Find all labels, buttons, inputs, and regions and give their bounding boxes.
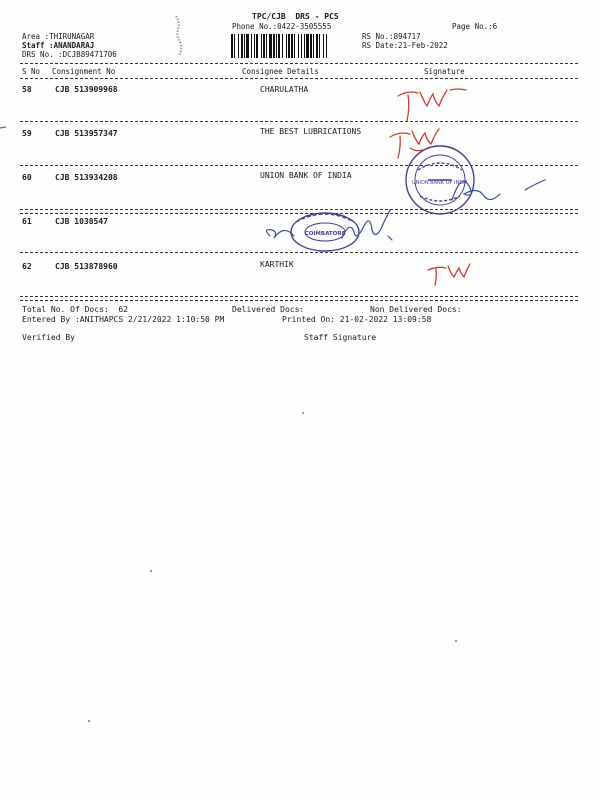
column-signature: Signature (424, 67, 465, 76)
staff-field: Staff :ANANDARAJ (22, 41, 95, 50)
phone-number: Phone No.:0422-3505555 (232, 22, 332, 31)
signature-row-62 (428, 264, 470, 285)
row-consignment: CJB 513878960 (55, 262, 118, 271)
rs-number: RS No.:894717 (362, 32, 421, 41)
row-sno: 58 (22, 85, 32, 94)
row-sno: 59 (22, 129, 32, 138)
non-delivered-docs: Non Delivered Docs: (370, 305, 462, 314)
area-field: Area :THIRUNAGAR (22, 32, 95, 41)
delivered-docs: Delivered Docs: (232, 305, 305, 314)
row-consignee: CHARULATHA (260, 85, 309, 94)
total-docs: Total No. Of Docs: 62 (22, 305, 128, 314)
signature-row-58 (398, 89, 466, 121)
page-number: Page No.:6 (452, 22, 498, 31)
column-sno: S No (22, 67, 41, 76)
row-consignee: THE BEST LUBRICATIONS (260, 127, 362, 136)
scan-speck (302, 412, 304, 414)
staff-signature: Staff Signature (304, 333, 377, 342)
rs-date: RS Date:21-Feb-2022 (362, 41, 448, 50)
column-consignment: Consignment No (52, 67, 116, 76)
entered-by: Entered By :ANITHAPCS 2/21/2022 1:10:50 PM (22, 315, 225, 324)
row-sno: 62 (22, 262, 32, 271)
row-consignee: KARTHIK (260, 260, 294, 269)
printed-on: Printed On: 21-02-2022 13:09:58 (282, 315, 432, 324)
column-consignee: Consignee Details (242, 67, 319, 76)
row-consignment: CJB 513957347 (55, 129, 118, 138)
margin-tick (0, 127, 6, 128)
signature-row-59 (390, 129, 439, 158)
document-title: TPC/CJB DRS - PCS (252, 12, 339, 21)
row-consignee: UNION BANK OF INDIA (260, 171, 352, 180)
row-consignment: CJB 513934208 (55, 173, 118, 182)
row-consignment: CJB 513909968 (55, 85, 118, 94)
scan-speck (150, 570, 152, 572)
drs-number: DRS No. :DCJB89471706 (22, 50, 117, 59)
row-sno: 61 (22, 217, 32, 226)
scan-speck (88, 720, 90, 722)
courier-stamp-text: COIMBATORE (304, 231, 346, 237)
bank-stamp-text: UNION BANK OF INDIA (412, 180, 468, 186)
verified-by: Verified By (22, 333, 75, 342)
scan-speck (455, 640, 457, 642)
row-consignment: CJB 1038547 (55, 217, 108, 226)
row-sno: 60 (22, 173, 32, 182)
